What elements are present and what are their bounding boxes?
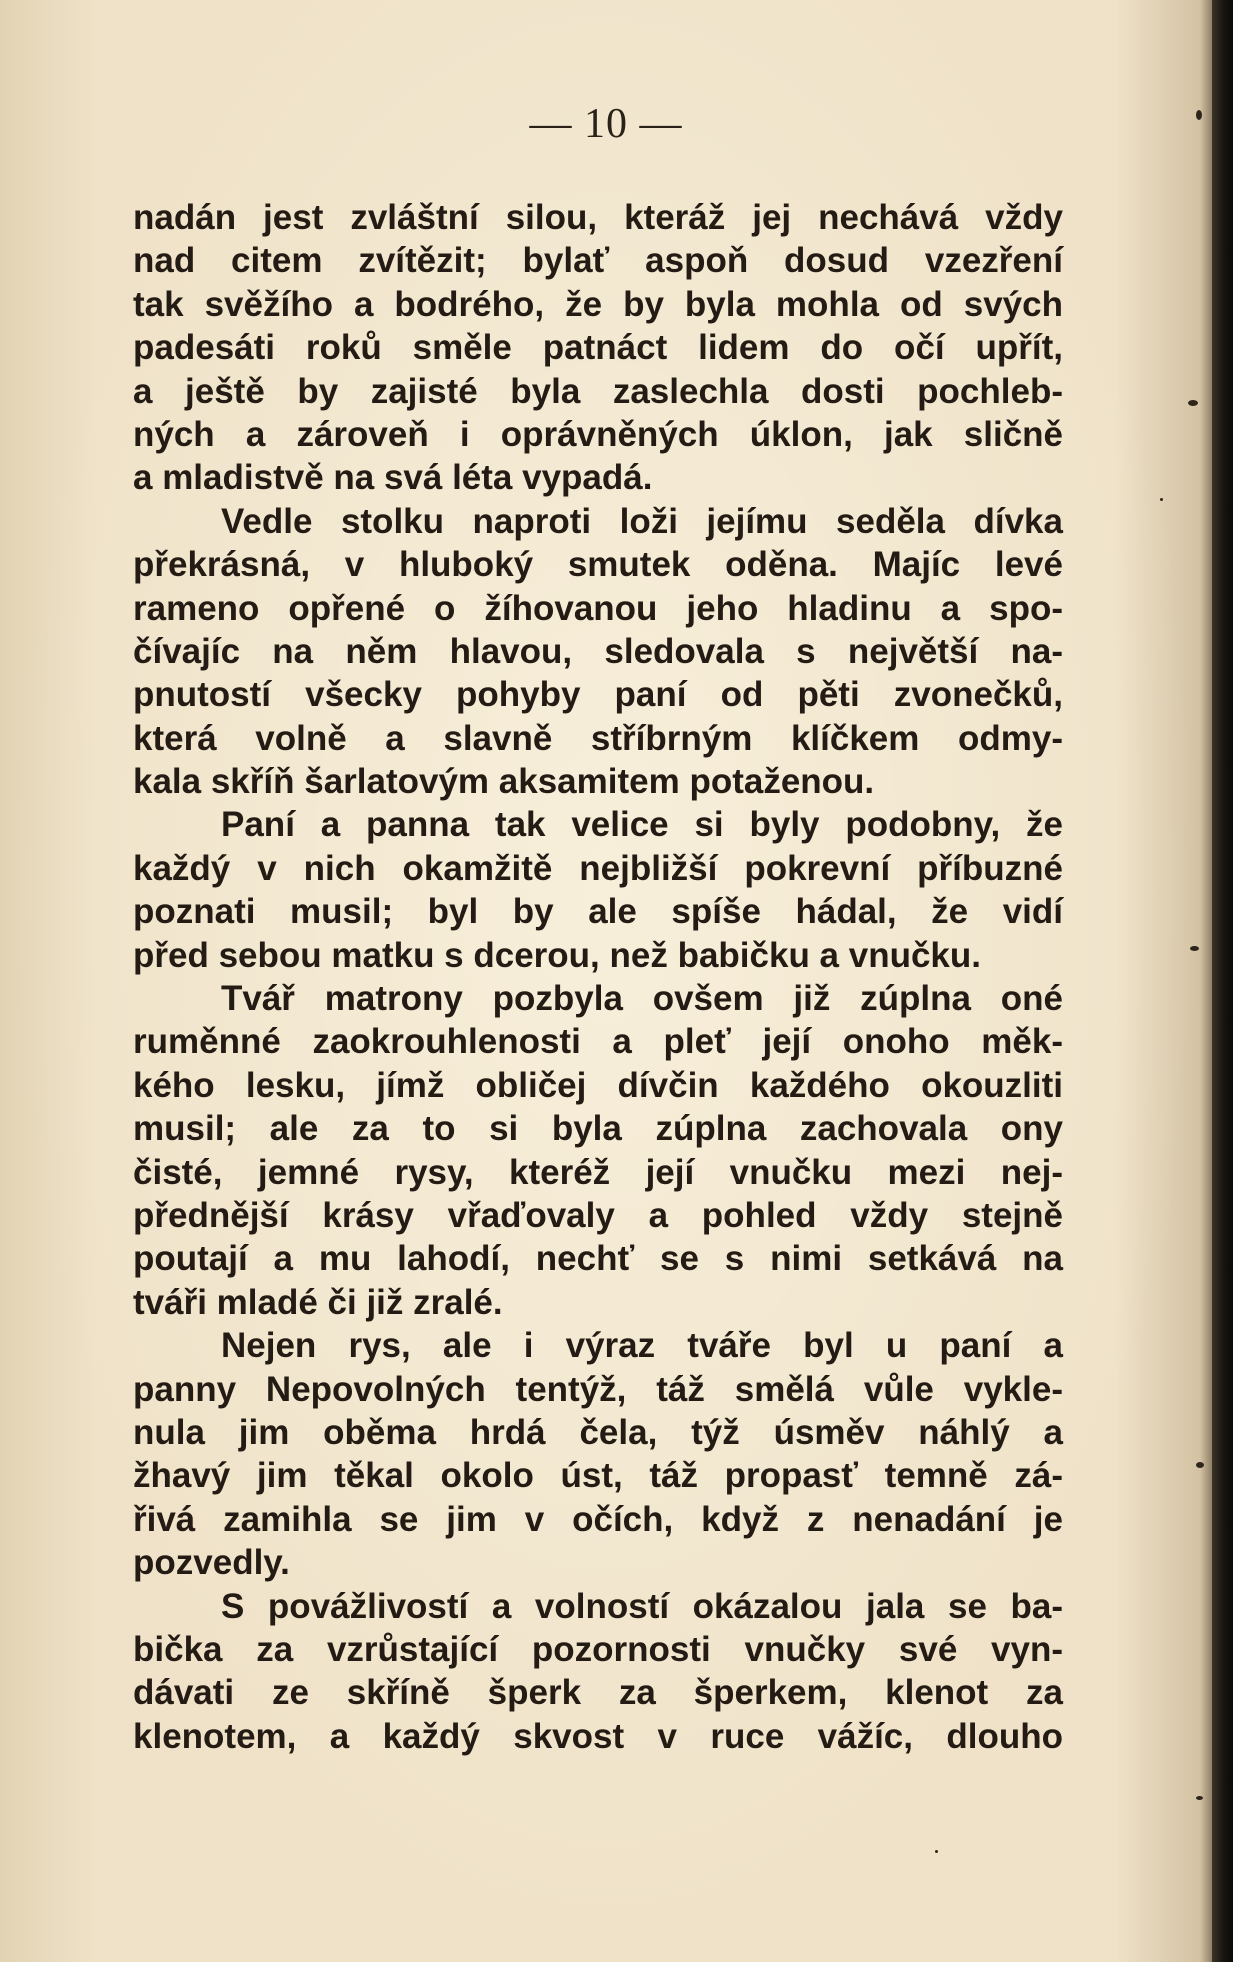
text-line: ných a zároveň i oprávněných úklon, jak sličně [133, 414, 1063, 454]
ink-speck [1160, 498, 1163, 501]
text-line: nad citem zvítězit; bylať aspoň dosud vzezření [133, 241, 1063, 281]
paragraph-start-line: Nejen rys, ale i výraz tváře byl u paní a [221, 1326, 1063, 1366]
text-line: panny Nepovolných tentýž, táž smělá vůle vykle- [133, 1369, 1063, 1409]
text-line: nadán jest zvláštní silou, kteráž jej nechává vždy [133, 198, 1063, 237]
text-line: a ještě by zajisté byla zaslechla dosti pochleb- [133, 371, 1063, 411]
text-line: poznati musil; byl by ale spíše hádal, že vidí [133, 892, 1063, 932]
text-line: tak svěžího a bodrého, že by byla mohla od svých [133, 284, 1063, 324]
text-line: kého lesku, jímž obličej dívčin každého okouzliti [133, 1065, 1063, 1105]
paragraph-start-line: Paní a panna tak velice si byly podobny, že [221, 805, 1063, 845]
text-line: ruměnné zaokrouhlenosti a pleť její onoho měk- [133, 1022, 1063, 1062]
book-spine [1212, 0, 1233, 1962]
text-line: klenotem, a každý skvost v ruce vážíc, dlouho [133, 1716, 1063, 1756]
text-line: řivá zamihla se jim v očích, když z nenadání je [133, 1499, 1063, 1539]
text-line: dávati ze skříně šperk za šperkem, klenot za [133, 1673, 1063, 1713]
text-line: čisté, jemné rysy, kteréž její vnučku mezi nej- [133, 1152, 1063, 1192]
text-line: poutají a mu lahodí, nechť se s nimi setkává na [133, 1239, 1063, 1279]
body-text [133, 196, 1063, 1758]
text-line: padesáti roků směle patnáct lidem do očí upřít, [133, 328, 1063, 368]
text-line: čívajíc na něm hlavou, sledovala s největší na- [133, 631, 1063, 671]
page-number: — 10 — [529, 101, 683, 147]
paragraph-end-line: pozvedly. [133, 1543, 290, 1583]
paragraph-start-line: Tvář matrony pozbyla ovšem již zúplna oné [221, 979, 1063, 1019]
paragraph-end-line: a mladistvě na svá léta vypadá. [133, 458, 653, 498]
text-line: bička za vzrůstající pozornosti vnučky své vyn- [133, 1629, 1063, 1669]
paragraph-start-line: Vedle stolku naproti loži jejímu seděla dívka [221, 501, 1063, 541]
text-line: která volně a slavně stříbrným klíčkem odmy- [133, 718, 1063, 758]
ink-speck [935, 1850, 938, 1853]
paragraph-end-line: před sebou matku s dcerou, než babičku a vnučku. [133, 935, 981, 975]
text-line: nula jim oběma hrdá čela, týž úsměv náhlý a [133, 1412, 1063, 1452]
text-line: přednější krásy vřaďovaly a pohled vždy stejně [133, 1195, 1063, 1235]
text-line: musil; ale za to si byla zúplna zachovala ony [133, 1109, 1063, 1149]
ink-speck [1188, 400, 1198, 406]
ink-speck [1190, 946, 1199, 951]
text-line: pnutostí všecky pohyby paní od pěti zvonečků, [133, 675, 1063, 715]
paragraph-start-line: S povážlivostí a volností okázalou jala se ba- [221, 1586, 1063, 1626]
paragraph-end-line: tváři mladé či již zralé. [133, 1282, 503, 1322]
text-line: rameno opřené o žíhovanou jeho hladinu a spo- [133, 588, 1063, 628]
paragraph-end-line: kala skříň šarlatovým aksamitem potaženou. [133, 762, 875, 802]
text-line: každý v nich okamžitě nejbližší pokrevní příbuzné [133, 848, 1063, 888]
text-line: překrásná, v hluboký smutek oděna. Majíc levé [133, 545, 1063, 585]
text-line: žhavý jim těkal okolo úst, táž propasť temně zá- [133, 1456, 1063, 1496]
